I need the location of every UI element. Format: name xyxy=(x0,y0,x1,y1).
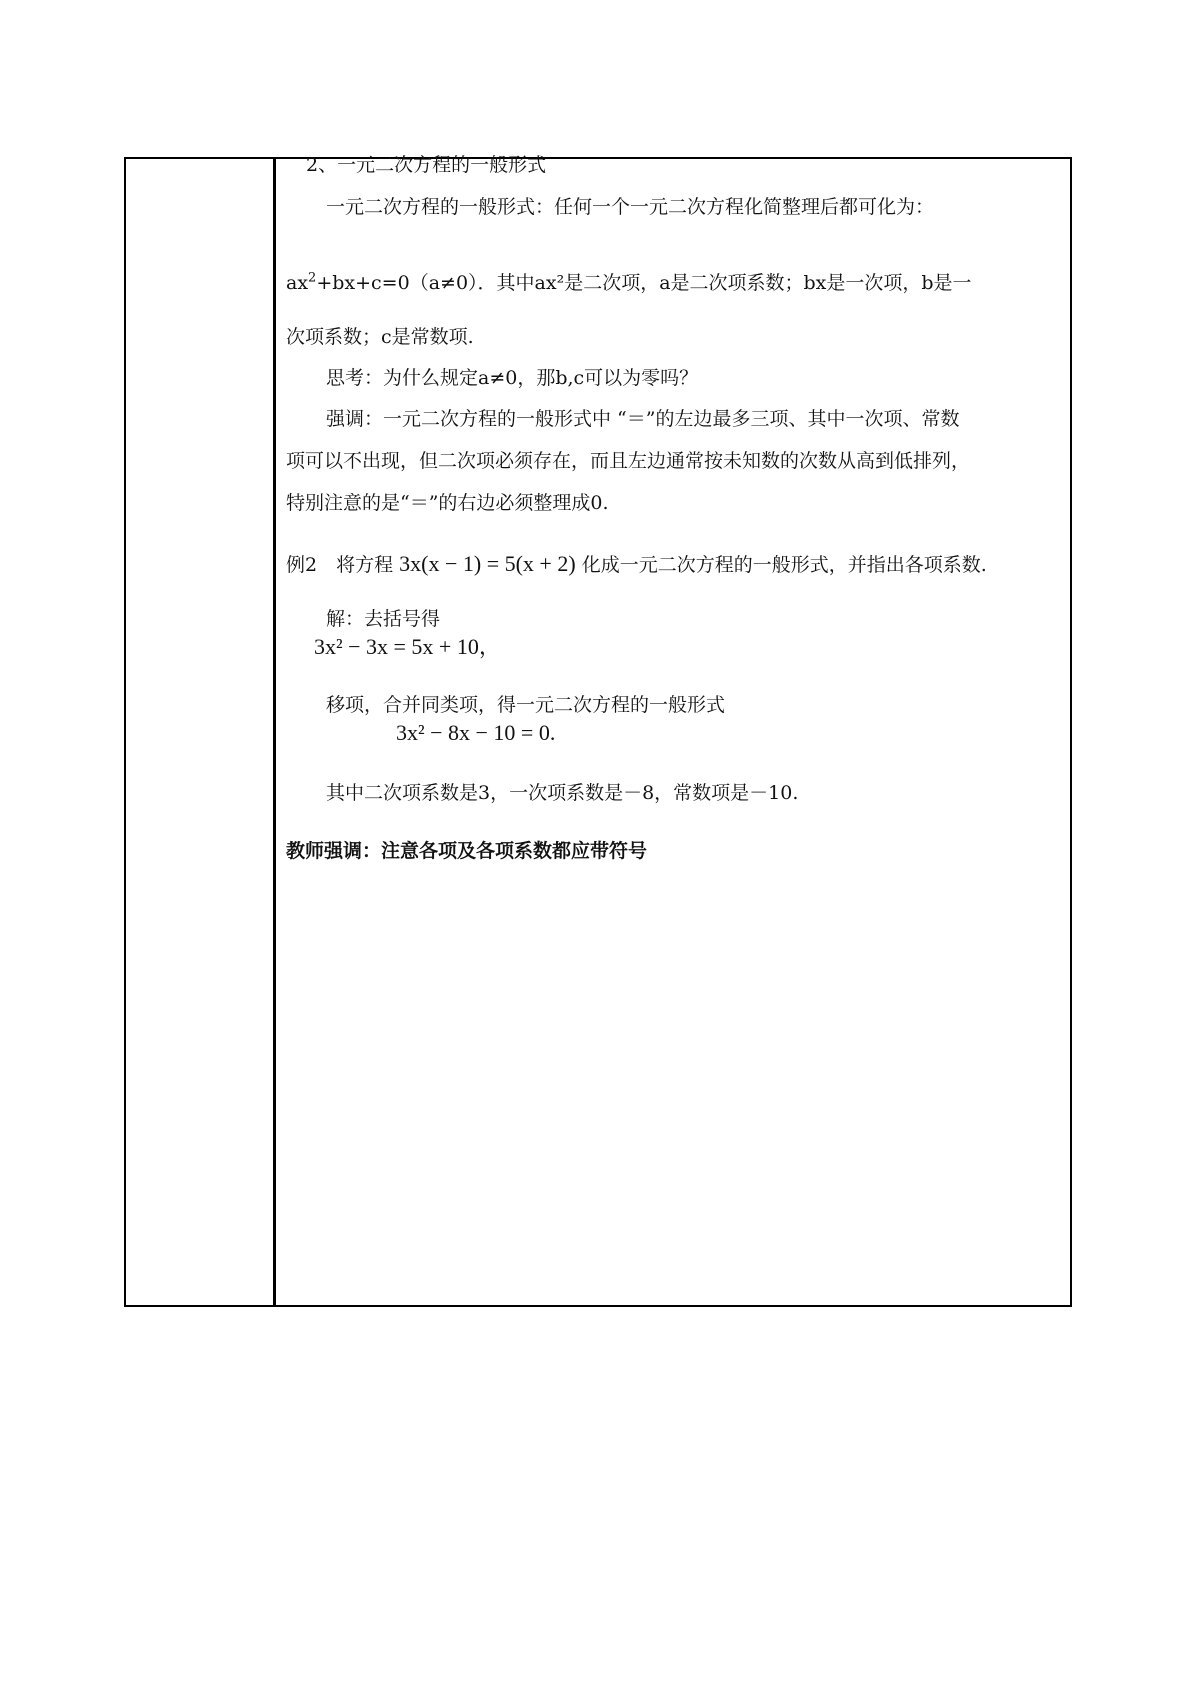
example-label: 例2 将方程 xyxy=(286,554,394,576)
section-heading: 2、一元二次方程的一般形式 xyxy=(306,154,547,176)
general-form-exponent: 2 xyxy=(308,270,317,286)
emphasis-line-3: 特别注意的是“＝”的右边必须整理成0. xyxy=(286,492,609,514)
general-form-intro: 一元二次方程的一般形式：任何一个一元二次方程化简整理后都可化为： xyxy=(326,196,935,218)
solution-step-1 xyxy=(314,635,501,659)
step2-end: . xyxy=(549,720,556,745)
content-cell xyxy=(276,154,1070,1305)
step1-equation: 3x² − 3x = 5x + 10 xyxy=(314,634,479,659)
general-form-definition xyxy=(286,271,972,295)
general-form-continuation: 次项系数；c是常数项. xyxy=(286,326,474,348)
teacher-note: 教师强调：注意各项及各项系数都应带符号 xyxy=(286,840,648,862)
solution-step-2 xyxy=(396,721,555,745)
table-frame xyxy=(124,154,1072,1307)
emphasis-line-2: 项可以不出现，但二次项必须存在，而且左边通常按未知数的次数从高到低排列， xyxy=(286,450,971,472)
general-form-prefix: ax xyxy=(286,272,309,294)
general-form-suffix: +bx+c=0（a≠0）．其中ax²是二次项，a是二次项系数；bx是一次项，b是一 xyxy=(316,272,972,294)
emphasis-line-1: 强调：一元二次方程的一般形式中 “＝”的左边最多三项、其中一次项、常数 xyxy=(326,408,960,430)
step1-end: ， xyxy=(478,634,501,659)
example-task: 化成一元二次方程的一般形式，并指出各项系数. xyxy=(581,554,987,576)
step2-intro: 移项，合并同类项，得一元二次方程的一般形式 xyxy=(326,694,726,716)
left-column-cell xyxy=(126,159,276,1305)
think-question: 思考：为什么规定a≠0，那b,c可以为零吗？ xyxy=(326,367,699,389)
step2-equation: 3x² − 8x − 10 = 0 xyxy=(396,720,550,745)
coefficients-statement: 其中二次项系数是3，一次项系数是－8，常数项是－10. xyxy=(326,782,799,804)
example-2 xyxy=(286,552,987,577)
example-equation: 3x(x − 1) = 5(x + 2) xyxy=(399,551,576,576)
solution-intro: 解：去括号得 xyxy=(326,608,441,630)
